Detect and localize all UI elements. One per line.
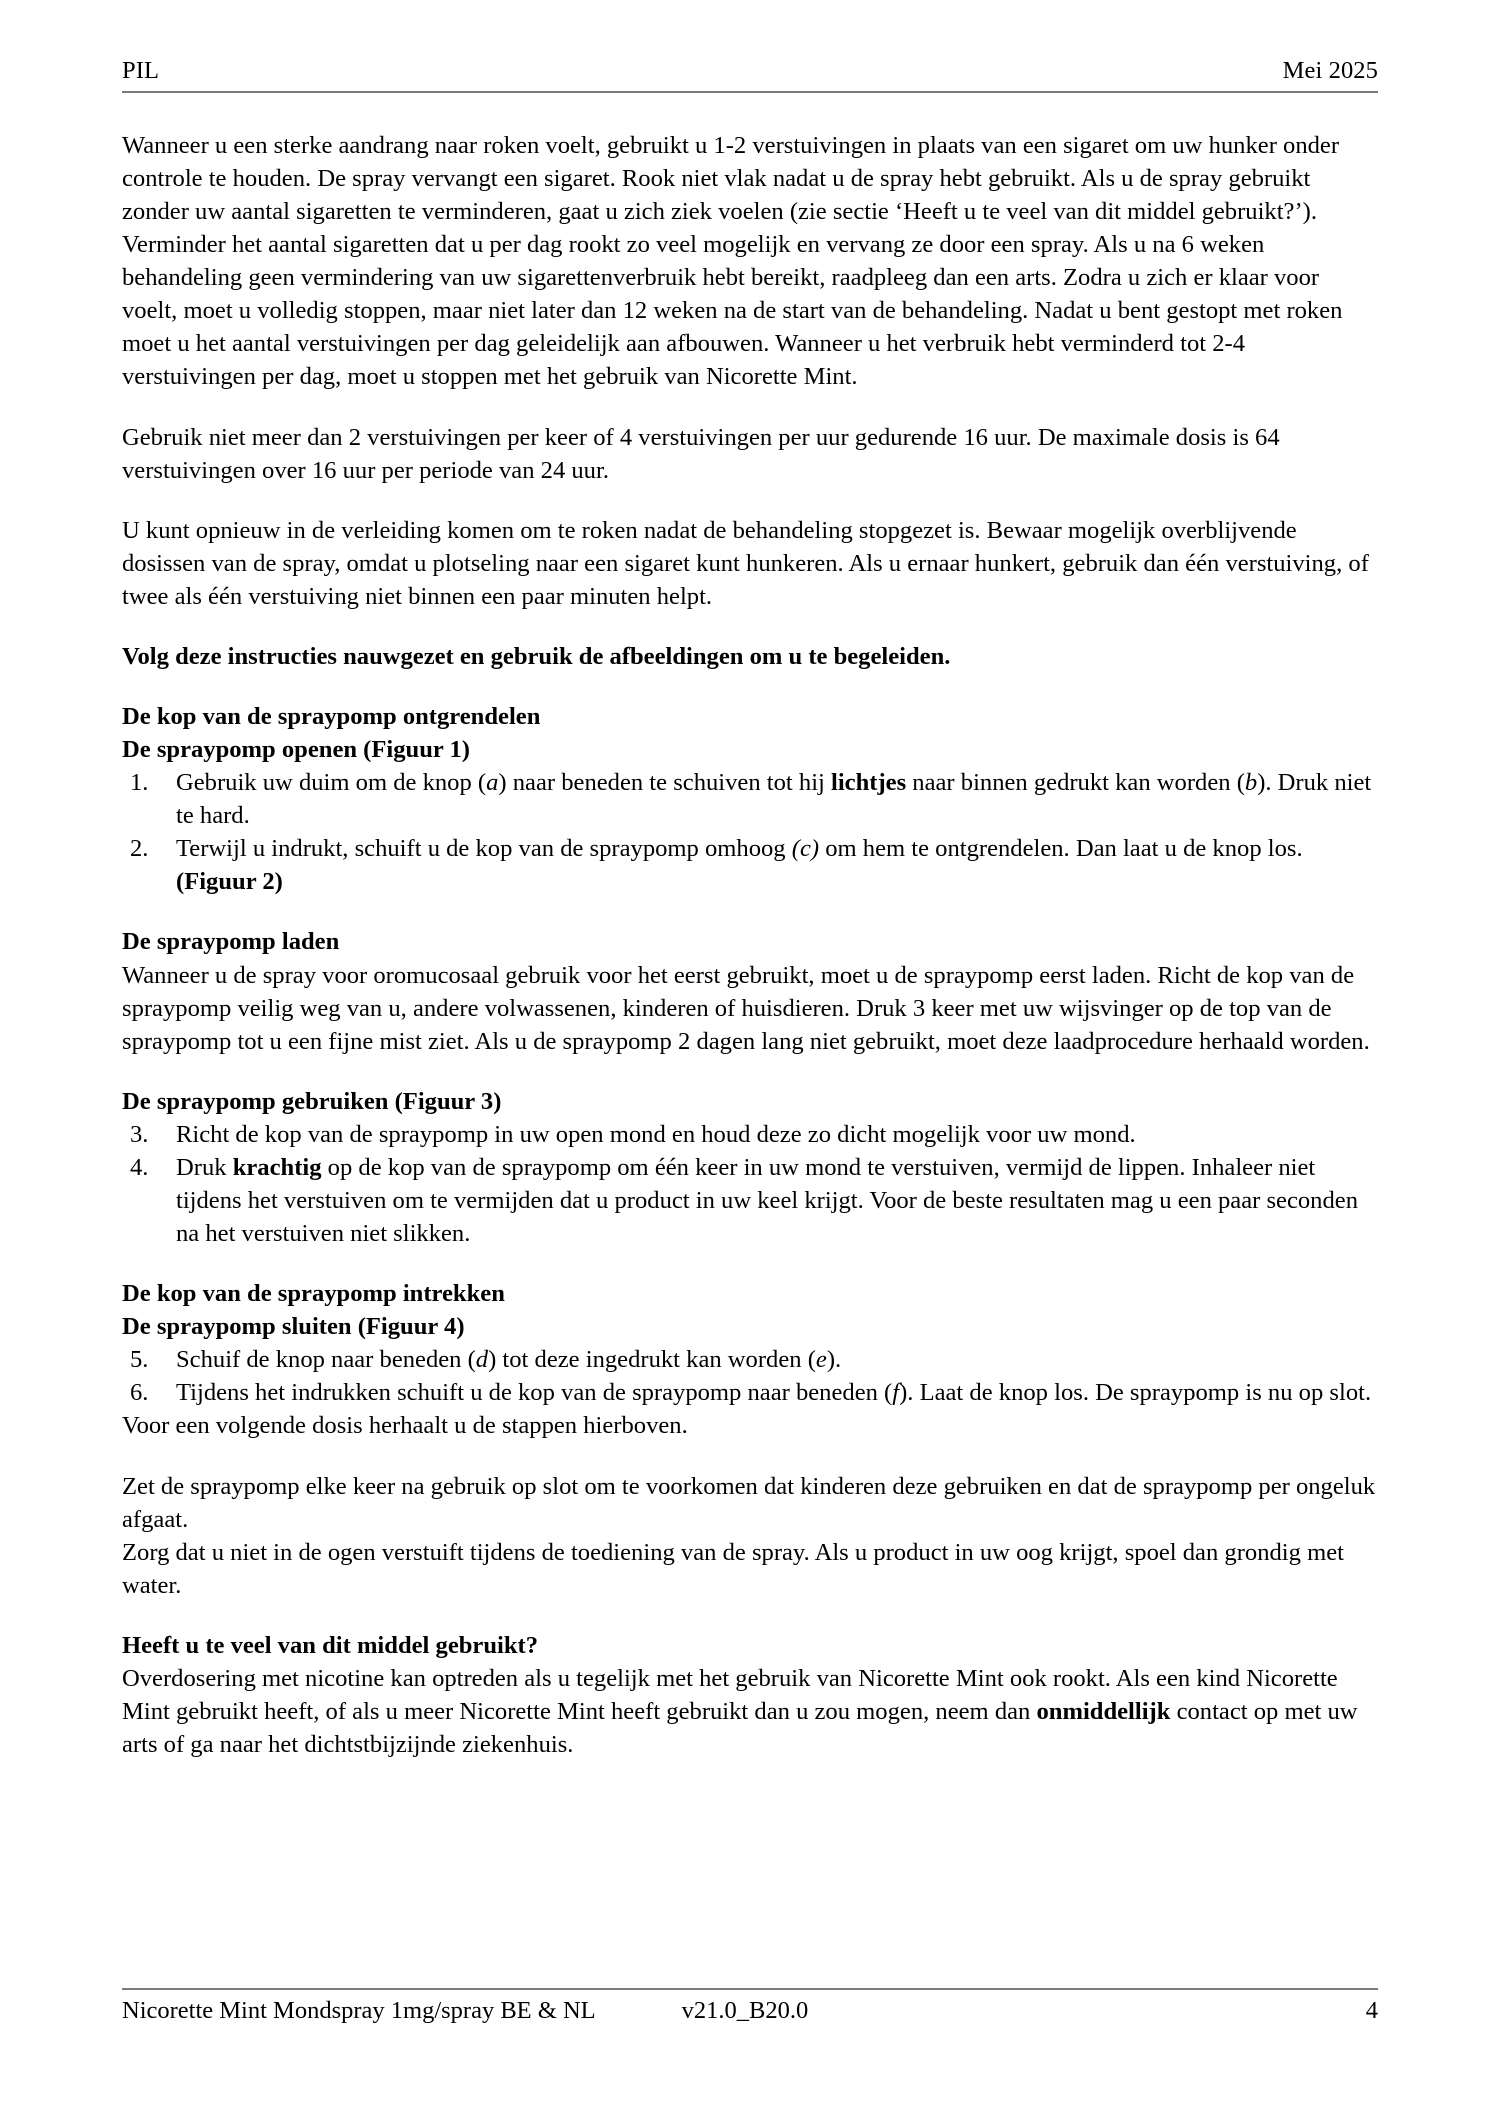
footer-version: v21.0_B20.0 — [681, 1997, 809, 2024]
page-content-area — [122, 56, 1378, 1788]
heading-retract-pump: De kop van de spraypomp intrekken — [122, 1280, 505, 1308]
step-number: 5. — [130, 1346, 149, 1374]
step-text — [176, 1121, 1136, 1148]
step-text — [176, 769, 1371, 829]
text-run: ) tot deze ingedrukt kan worden ( — [488, 1346, 816, 1374]
emphasis-italic: f — [892, 1379, 900, 1407]
emphasis-italic: a — [486, 769, 499, 797]
paragraph-max-dose: Gebruik niet meer dan 2 verstuivingen per keer of 4 verstuivingen per uur gedurende 16 uur. De maximale dosis is 64 verstuivingen over 16 uur per periode van 24 uur. — [122, 423, 1280, 484]
page-footer — [122, 1990, 1378, 2026]
step-number: 2. — [130, 835, 149, 863]
step-number: 6. — [130, 1379, 149, 1407]
subheading-close-pump: De spraypomp sluiten (Figuur 4) — [122, 1313, 465, 1341]
step-number: 1. — [130, 769, 149, 797]
header-left-label: PIL — [122, 57, 160, 84]
header-divider — [122, 91, 1378, 93]
text-run: naar binnen gedrukt kan worden ( — [906, 769, 1245, 797]
step-number: 4. — [130, 1153, 149, 1181]
step-list-use — [122, 1118, 1378, 1250]
subheading-open-pump: De spraypomp openen (Figuur 1) — [122, 736, 470, 764]
text-run: ). Laat de knop los. De spraypomp is nu op slot. — [899, 1379, 1372, 1407]
step-item — [122, 1343, 1378, 1376]
paragraph-relapse-advice: U kunt opnieuw in de verleiding komen om te roken nadat de behandeling stopgezet is. Bewaar mogelijk overblijvende dosissen van de spray, omdat u plotseling naar een sigaret kunt hunkeren. Als u ernaar hunkert, gebruik dan één verstuiving, of twee als één verstuiving niet binnen een paar minuten helpt. — [122, 516, 1369, 610]
emphasis-italic: e — [815, 1346, 827, 1374]
text-run: om hem te ontgrendelen. Dan laat u de knop los. — [819, 835, 1303, 863]
heading-prime-pump: De spraypomp laden — [122, 928, 340, 956]
emphasis-italic: b — [1244, 769, 1258, 797]
text-run: ) naar beneden te schuiven tot hij — [498, 769, 832, 797]
step-number: 3. — [130, 1120, 149, 1148]
step-item — [122, 1118, 1378, 1151]
paragraph-eye-warning: Zorg dat u niet in de ogen verstuift tijdens de toediening van de spray. Als u product in uw oog krijgt, spoel dan grondig met water. — [122, 1538, 1344, 1599]
paragraph-dosage-guidance: Wanneer u een sterke aandrang naar roken voelt, gebruikt u 1-2 verstuivingen in plaats van een sigaret om uw hunker onder controle te houden. De spray vervangt een sigaret. Rook niet vlak nadat u de spray hebt gebruikt. Als u de spray gebruikt zonder uw aantal sigaretten te verminderen, gaat u zich ziek voelen (zie sectie ‘Heeft u te veel van dit middel gebruikt?’). Verminder het aantal sigaretten dat u per dag rookt zo veel mogelijk en vervang ze door een spray. Als u na 6 weken behandeling geen vermindering van uw sigarettenverbruik hebt bereikt, raadpleeg dan een arts. Zodra u zich er klaar voor voelt, moet u volledig stoppen, maar niet later dan 12 weken na de start van de behandeling. Nadat u bent gestopt met roken moet u het aantal verstuivingen per dag geleidelijk aan afbouwen. Wanneer u het verbruik hebt verminderd tot 2-4 verstuivingen per dag, moet u stoppen met het gebruik van Nicorette Mint. — [122, 131, 1343, 391]
heading-overdose: Heeft u te veel van dit middel gebruikt? — [122, 1631, 539, 1659]
step-item — [122, 766, 1378, 832]
document-body — [122, 129, 1378, 1761]
text-run: Terwijl u indrukt, schuift u de kop van de spraypomp omhoog — [176, 835, 792, 863]
text-run: Overdosering met nicotine kan optreden als u tegelijk met het gebruik van Nicorette Mint ook rookt. Als een kind Nicorette Mint gebruikt heeft, of als u meer Nicorette Mint heeft gebruikt dan u zou mogen, neem dan — [122, 1664, 1338, 1725]
text-run: Gebruik uw duim om de knop ( — [176, 769, 487, 797]
emphasis-bold: onmiddellijk — [1036, 1698, 1171, 1725]
paragraph-prime-pump: Wanneer u de spray voor oromucosaal gebruik voor het eerst gebruikt, moet u de spraypomp eerst laden. Richt de kop van de spraypomp veilig weg van u, andere volwassenen, kinderen of huisdieren. Druk 3 keer met uw wijsvinger op de top van de spraypomp tot u een fijne mist ziet. Als u de spraypomp 2 dagen lang niet gebruikt, moet deze laadprocedure herhaald worden. — [122, 961, 1370, 1055]
step-text — [176, 835, 1303, 895]
step-list-unlock — [122, 766, 1378, 898]
text-run: contact op met uw arts of ga naar het dichtstbijzijnde ziekenhuis. — [122, 1698, 1358, 1759]
text-run: op de kop van de spraypomp om één keer in uw mond te verstuiven, vermijd de lippen. Inhaleer niet tijdens het verstuiven om te vermijden dat u product in uw keel krijgt. Voor de beste resultaten mag u een paar seconden na het verstuiven niet slikken. — [176, 1153, 1358, 1248]
text-run: ). Druk niet te hard. — [176, 769, 1372, 830]
text-run: ). — [826, 1346, 842, 1374]
emphasis-italic: (c) — [791, 835, 820, 863]
heading-use-pump: De spraypomp gebruiken (Figuur 3) — [122, 1087, 502, 1115]
step-text — [176, 1154, 1358, 1247]
emphasis-italic: d — [475, 1346, 489, 1374]
step-item — [122, 1376, 1378, 1409]
emphasis-bold: lichtjes — [831, 769, 907, 797]
text-run: Schuif de knop naar beneden ( — [176, 1346, 476, 1374]
emphasis-bold: krachtig — [232, 1153, 322, 1181]
text-run: Richt de kop van de spraypomp in uw open mond en houd deze zo dicht mogelijk voor uw mond. — [176, 1120, 1136, 1148]
step-item — [122, 832, 1378, 898]
step-text — [176, 1379, 1371, 1406]
footer-page-number: 4 — [1365, 1997, 1378, 2024]
page-header — [122, 56, 1378, 91]
text-run: Tijdens het indrukken schuift u de kop van de spraypomp naar beneden ( — [176, 1379, 893, 1407]
step-list-retract — [122, 1343, 1378, 1409]
step-item — [122, 1151, 1378, 1250]
paragraph-follow-instructions: Volg deze instructies nauwgezet en gebruik de afbeeldingen om u te begeleiden. — [122, 642, 951, 670]
step-text — [176, 1346, 841, 1373]
footer-product-title: Nicorette Mint Mondspray 1mg/spray BE & NL — [122, 1997, 596, 2024]
heading-unlock-pump: De kop van de spraypomp ontgrendelen — [122, 702, 541, 730]
paragraph-repeat-steps: Voor een volgende dosis herhaalt u de stappen hierboven. — [122, 1412, 688, 1440]
paragraph-overdose — [122, 1662, 1378, 1761]
text-run: Druk — [176, 1153, 233, 1181]
header-date-label: Mei 2025 — [1282, 57, 1378, 84]
page-footer-area — [122, 1988, 1378, 2026]
paragraph-lock-warning: Zet de spraypomp elke keer na gebruik op slot om te voorkomen dat kinderen deze gebruiken en dat de spraypomp per ongeluk afgaat. — [122, 1472, 1376, 1533]
emphasis-bold: (Figuur 2) — [176, 868, 283, 896]
